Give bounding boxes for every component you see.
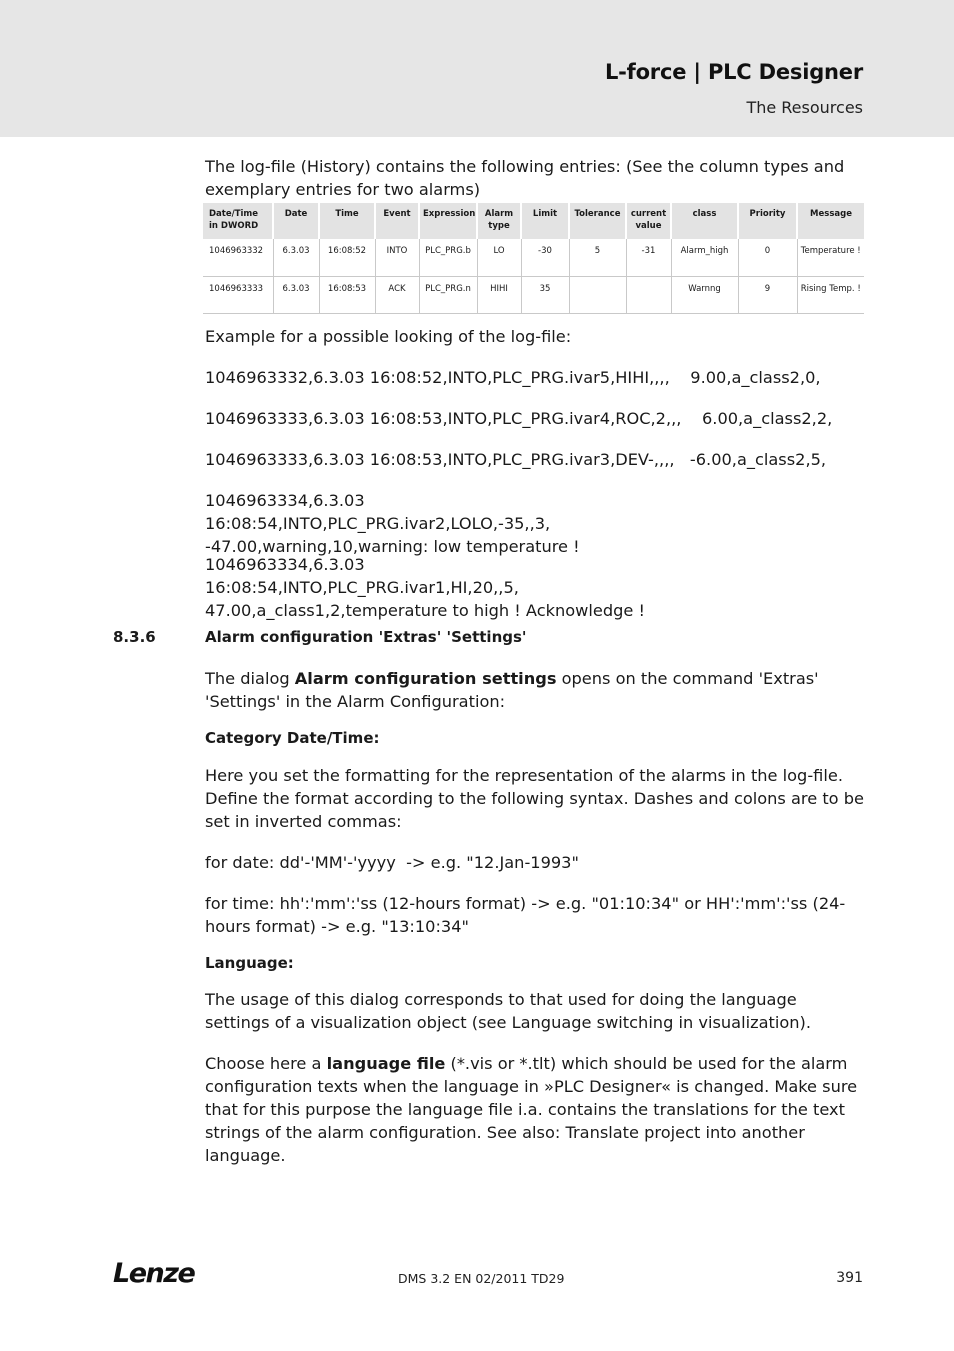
log-table-header-row xyxy=(203,203,864,239)
dialog-text-pre: The dialog xyxy=(205,669,295,688)
log-line: 1046963333,6.3.03 16:08:53,INTO,PLC_PRG.ivar3,DEV-,,,, -6.00,a_class2,5, xyxy=(205,450,827,469)
table-cell: Warnng xyxy=(671,276,738,313)
table-cell: PLC_PRG.b xyxy=(419,239,477,276)
column-header: class xyxy=(671,203,738,239)
example-intro: Example for a possible looking of the log-file: xyxy=(205,327,572,346)
page-number: 391 xyxy=(836,1270,863,1286)
column-header: Event xyxy=(375,203,419,239)
dialog-paragraph xyxy=(205,667,865,713)
log-table xyxy=(203,203,864,314)
choose-text-pre: Choose here a xyxy=(205,1054,327,1073)
column-header: Tolerance xyxy=(569,203,626,239)
page-header-subtitle: The Resources xyxy=(746,98,863,117)
table-cell: Rising Temp. ! xyxy=(797,276,864,313)
log-line: 1046963334,6.3.03 16:08:54,INTO,PLC_PRG.ivar2,LOLO,-35,,3, -47.00,warning,10,warning: low temperature ! xyxy=(205,491,580,556)
column-header: Limit xyxy=(521,203,569,239)
column-header: Time xyxy=(319,203,375,239)
log-line: 1046963332,6.3.03 16:08:52,INTO,PLC_PRG.ivar5,HIHI,,,, 9.00,a_class2,0, xyxy=(205,368,821,387)
dialog-name-bold: Alarm configuration settings xyxy=(294,669,557,688)
log-line: 1046963334,6.3.03 16:08:54,INTO,PLC_PRG.ivar1,HI,20,,5, 47.00,a_class1,2,temperature to high ! Acknowledge ! xyxy=(205,555,646,620)
log-line: 1046963333,6.3.03 16:08:53,INTO,PLC_PRG.ivar4,ROC,2,,, 6.00,a_class2,2, xyxy=(205,409,833,428)
section-title: Alarm configuration 'Extras' 'Settings' xyxy=(205,628,527,646)
lenze-logo: Lenze xyxy=(113,1258,195,1289)
section-number: 8.3.6 xyxy=(113,628,156,646)
table-cell: -31 xyxy=(626,239,671,276)
table-cell: Temperature ! xyxy=(797,239,864,276)
dialog-text-post: opens on the command 'Extras' 'Settings' in the Alarm Configuration: xyxy=(205,669,819,711)
table-cell: -30 xyxy=(521,239,569,276)
table-cell: INTO xyxy=(375,239,419,276)
language-file-bold: language file xyxy=(326,1054,446,1073)
language-heading: Language: xyxy=(205,954,294,972)
column-header: Expression xyxy=(419,203,477,239)
column-header: Date/Time in DWORD xyxy=(203,203,273,239)
column-header: Date xyxy=(273,203,319,239)
date-format-line: for date: dd'-'MM'-'yyyy -> e.g. "12.Jan-1993" xyxy=(205,853,579,872)
column-header: Priority xyxy=(738,203,797,239)
table-cell: 16:08:53 xyxy=(319,276,375,313)
time-format-line: for time: hh':'mm':'ss (12-hours format) -> e.g. "01:10:34" or HH':'mm':'ss (24-hours format) -> e.g. "13:10:34" xyxy=(205,894,846,936)
table-cell: 35 xyxy=(521,276,569,313)
table-cell: 5 xyxy=(569,239,626,276)
table-cell: 16:08:52 xyxy=(319,239,375,276)
table-cell xyxy=(626,276,671,313)
table-cell: 0 xyxy=(738,239,797,276)
footer-doc-id: DMS 3.2 EN 02/2011 TD29 xyxy=(398,1271,565,1286)
table-cell: PLC_PRG.n xyxy=(419,276,477,313)
language-paragraph: The usage of this dialog corresponds to that used for doing the language settings of a visualization object (see Language switching in visualization). xyxy=(205,990,811,1032)
column-header: current value xyxy=(626,203,671,239)
format-paragraph: Here you set the formatting for the representation of the alarms in the log-file. Define the format according to the following syntax. Dashes and colons are to be set in inverted commas: xyxy=(205,766,864,831)
column-header: Alarm type xyxy=(477,203,521,239)
page-header-title: L-force | PLC Designer xyxy=(604,60,863,84)
table-cell: ACK xyxy=(375,276,419,313)
column-header: Message xyxy=(797,203,864,239)
choose-language-paragraph xyxy=(205,1052,865,1167)
category-datetime-heading: Category Date/Time: xyxy=(205,729,380,747)
table-row xyxy=(203,239,864,276)
intro-paragraph: The log-file (History) contains the following entries: (See the column types and exemplary entries for two alarms) xyxy=(205,157,845,199)
table-row xyxy=(203,276,864,313)
table-cell: 1046963332 xyxy=(203,239,273,276)
choose-text-post: (*.vis or *.tlt) which should be used for the alarm configuration texts when the language in »PLC Designer« is changed. Make sure that for this purpose the language file i.a. contains the translations for the text strings of the alarm configuration. See also: Translate project into another language. xyxy=(205,1054,858,1165)
table-cell: 1046963333 xyxy=(203,276,273,313)
table-cell: HIHI xyxy=(477,276,521,313)
table-cell xyxy=(569,276,626,313)
table-cell: LO xyxy=(477,239,521,276)
table-cell: 6.3.03 xyxy=(273,276,319,313)
table-cell: 6.3.03 xyxy=(273,239,319,276)
table-cell: Alarm_high xyxy=(671,239,738,276)
table-cell: 9 xyxy=(738,276,797,313)
